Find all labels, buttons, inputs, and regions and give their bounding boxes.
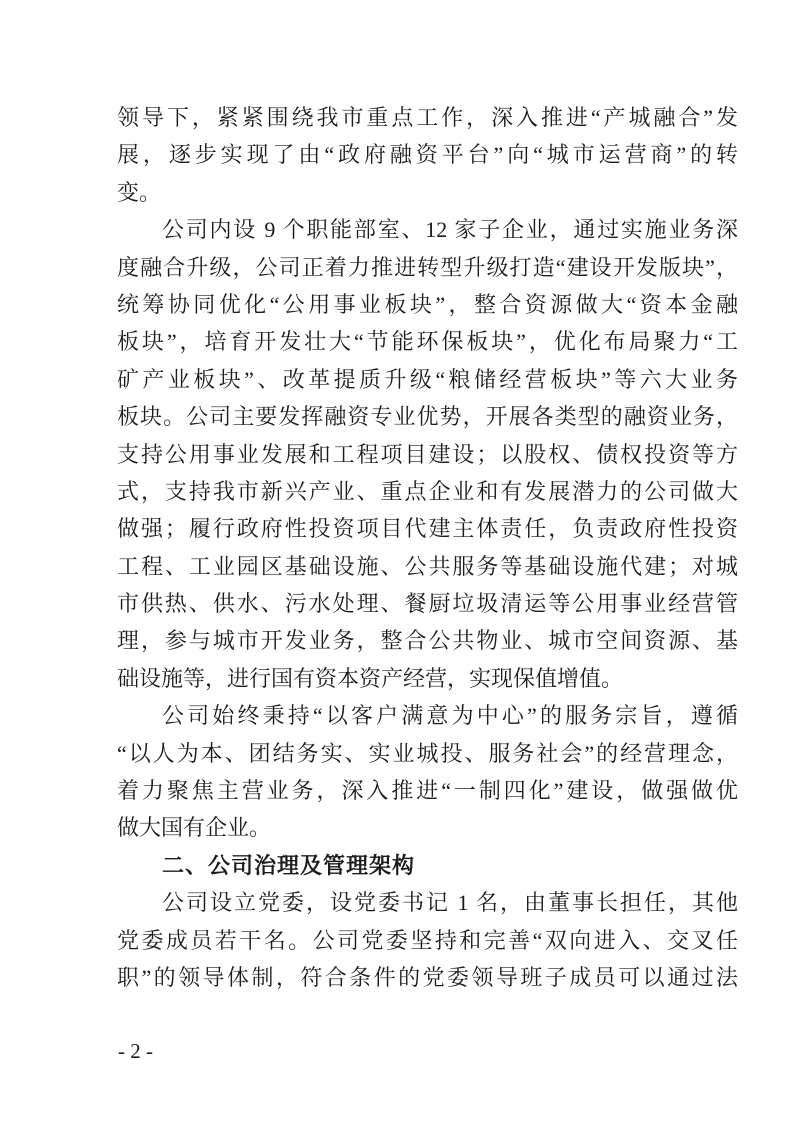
text-line: 度融合升级，公司正着力推进转型升级打造“建设开发版块”，: [117, 254, 738, 280]
text-line: 支持公用事业发展和工程项目建设；以股权、债权投资等方: [117, 441, 738, 467]
text-line: 着力聚焦主营业务，深入推进“一制四化”建设，做强做优: [117, 778, 738, 804]
text-line: 做大国有企业。: [117, 815, 272, 841]
text-line: 做强；履行政府性投资项目代建主体责任，负责政府性投资: [117, 516, 738, 542]
section-heading: 二、公司治理及管理架构: [162, 852, 416, 878]
text-line: 公司内设 9 个职能部室、12 家子企业，通过实施业务深: [162, 217, 738, 243]
text-line: 职”的领导体制，符合条件的党委领导班子成员可以通过法: [117, 964, 738, 990]
text-line: 变。: [117, 179, 162, 205]
page-number: - 2 -: [118, 1039, 153, 1063]
text-line: 式，支持我市新兴产业、重点企业和有发展潜力的公司做大: [117, 478, 738, 504]
text-line: “以人为本、团结务实、实业城投、服务社会”的经营理念，: [117, 740, 738, 766]
text-line: 板块”，培育开发壮大“节能环保板块”，优化布局聚力“工: [117, 329, 738, 355]
text-line: 矿产业板块”、改革提质升级“粮储经营板块”等六大业务: [117, 366, 738, 392]
text-line: 板块。公司主要发挥融资专业优势，开展各类型的融资业务，: [117, 404, 738, 430]
text-line: 公司始终秉持“以客户满意为中心”的服务宗旨，遵循: [162, 703, 738, 729]
text-line: 统筹协同优化“公用事业板块”，整合资源做大“资本金融: [117, 291, 738, 317]
text-line: 展，逐步实现了由“政府融资平台”向“城市运营商”的转: [117, 142, 738, 168]
text-line: 公司设立党委，设党委书记 1 名，由董事长担任，其他: [162, 890, 738, 916]
text-line: 领导下，紧紧围绕我市重点工作，深入推进“产城融合”发: [117, 105, 738, 130]
text-line: 工程、工业园区基础设施、公共服务等基础设施代建；对城: [117, 553, 738, 579]
text-line: 市供热、供水、污水处理、餐厨垃圾清运等公用事业经营管: [117, 591, 738, 617]
document-text-block: [117, 99, 738, 996]
text-line: 党委成员若干名。公司党委坚持和完善“双向进入、交叉任: [117, 927, 738, 953]
text-line: 础设施等，进行国有资本资产经营，实现保值增值。: [117, 665, 624, 691]
text-line: 理，参与城市开发业务，整合公共物业、城市空间资源、基: [117, 628, 738, 654]
